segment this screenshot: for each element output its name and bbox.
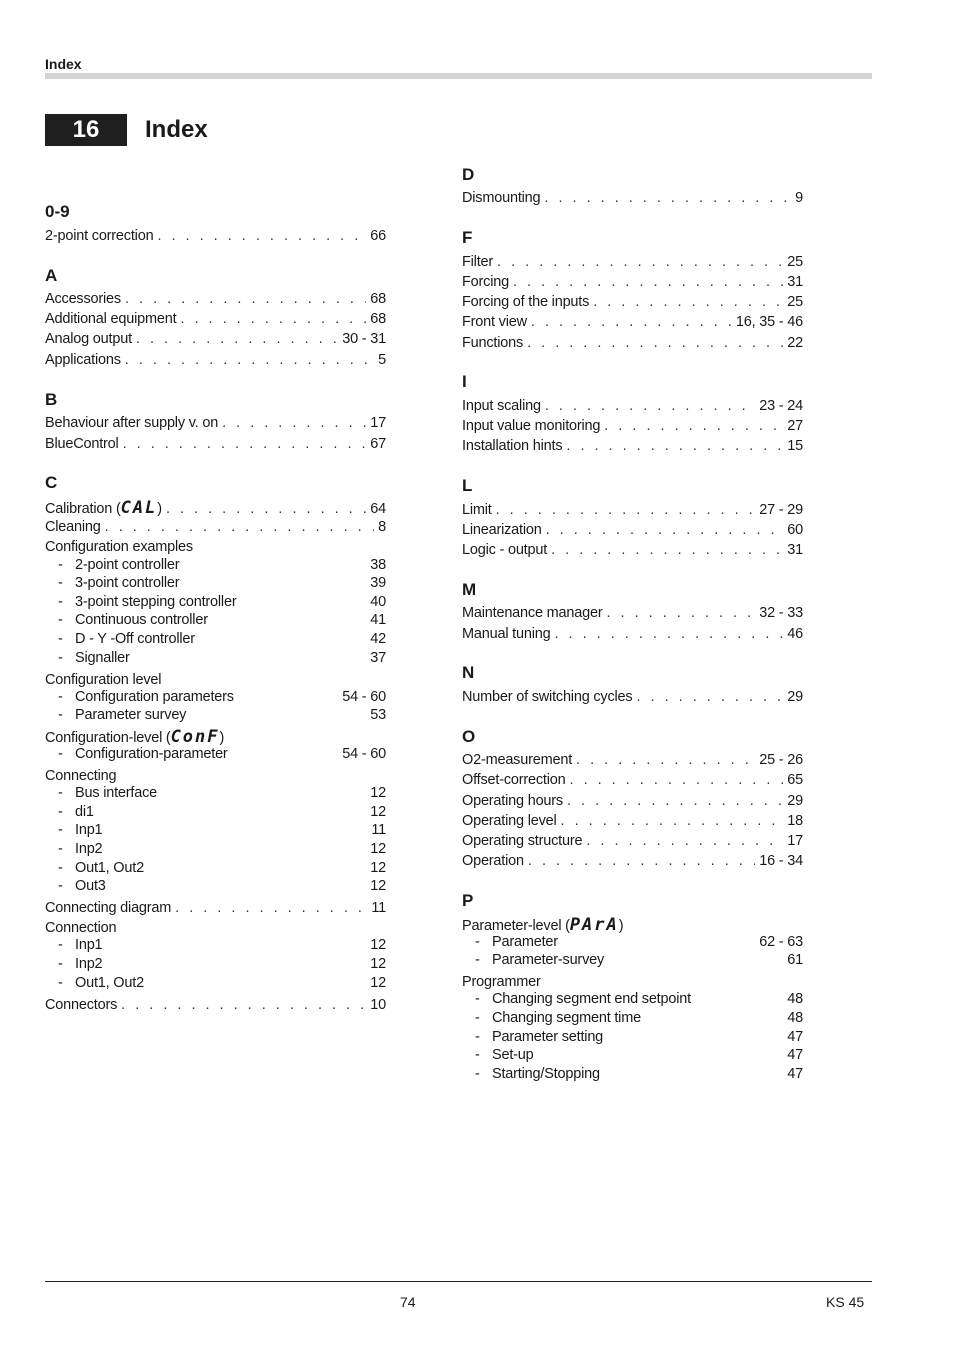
index-subentry: - Changing segment time 48	[475, 1010, 803, 1026]
index-subentry: - Bus interface 12	[58, 785, 386, 801]
section-letter: M	[462, 580, 477, 599]
index-subentry: - Parameter setting 47	[475, 1029, 803, 1045]
index-entry: Connectors . . . 10	[45, 997, 386, 1017]
index-subentry: - di1 12	[58, 804, 386, 820]
index-entry: Offset-correction . . . 65	[462, 772, 803, 792]
section-letter: A	[45, 266, 58, 285]
index-subentry: - Starting/Stopping 47	[475, 1066, 803, 1082]
index-subentry: - 2-point controller 38	[58, 557, 386, 573]
index-subentry: - Out3 12	[58, 878, 386, 894]
index-entry: Accessories . . . 68	[45, 291, 386, 311]
index-entry: Forcing of the inputs . . . 25	[462, 294, 803, 314]
index-entry: Maintenance manager . . . 32 - 33	[462, 605, 803, 625]
lcd-conf-symbol: ConF	[170, 727, 220, 747]
index-entry: O2-measurement . . . 25 - 26	[462, 752, 803, 772]
index-subentry: - Changing segment end setpoint 48	[475, 991, 803, 1007]
header-rule	[45, 73, 872, 79]
index-subentry: - Set-up 47	[475, 1047, 803, 1063]
index-entry: Programmer	[462, 974, 541, 990]
index-subentry: - D - Y -Off controller 42	[58, 631, 386, 647]
index-entry: Operation . . . 16 - 34	[462, 853, 803, 873]
index-subentry: - Continuous controller 41	[58, 612, 386, 628]
section-letter: I	[462, 372, 467, 391]
index-subentry: - Signaller 37	[58, 650, 386, 666]
index-entry: Analog output . . . 30 - 31	[45, 331, 386, 351]
section-letter: L	[462, 476, 473, 495]
index-subentry: - Inp2 12	[58, 956, 386, 972]
section-letter: N	[462, 663, 475, 682]
index-entry: Forcing . . . 31	[462, 274, 803, 294]
section-letter: C	[45, 473, 58, 492]
index-subentry: - Inp1 11	[58, 822, 386, 838]
section-letter: O	[462, 727, 476, 746]
page-number: 74	[400, 1294, 416, 1310]
index-entry: Connecting diagram . . . 11	[45, 900, 386, 920]
section-letter: P	[462, 891, 474, 910]
index-entry: Applications . . . 5	[45, 352, 386, 372]
index-entry: Configuration examples	[45, 539, 193, 555]
index-entry: Input value monitoring . . . 27	[462, 418, 803, 438]
section-letter: B	[45, 390, 58, 409]
index-entry: 2-point correction . . . 66	[45, 228, 386, 248]
index-entry: Additional equipment . . . 68	[45, 311, 386, 331]
section-letter: 0-9	[45, 202, 70, 221]
index-entry: Operating level . . . 18	[462, 813, 803, 833]
index-entry: Functions . . . 22	[462, 335, 803, 355]
index-entry: Installation hints . . . 15	[462, 438, 803, 458]
index-subentry: - Out1, Out2 12	[58, 975, 386, 991]
section-letter: D	[462, 165, 475, 184]
index-entry: Number of switching cycles . . . 29	[462, 689, 803, 709]
index-subentry: - Parameter 62 - 63	[475, 934, 803, 950]
index-entry: Connecting	[45, 768, 117, 784]
index-entry: Input scaling . . . 23 - 24	[462, 398, 803, 418]
index-entry: Front view . . . 16, 35 - 46	[462, 314, 803, 334]
index-subentry: - Out1, Out2 12	[58, 860, 386, 876]
index-subentry: - 3-point controller 39	[58, 575, 386, 591]
lcd-para-symbol: PArA	[569, 915, 619, 935]
index-subentry: - Inp2 12	[58, 841, 386, 857]
index-subentry: - Inp1 12	[58, 937, 386, 953]
index-entry: Calibration (CAL) . . . 64	[45, 498, 386, 518]
chapter-title: Index	[145, 116, 208, 143]
section-letter: F	[462, 228, 473, 247]
index-subentry: - Parameter survey 53	[58, 707, 386, 723]
index-entry: Logic - output . . . 31	[462, 542, 803, 562]
index-entry: BlueControl . . . 67	[45, 436, 386, 456]
index-entry: Manual tuning . . . 46	[462, 626, 803, 646]
chapter-number: 16	[45, 114, 127, 146]
chapter-heading	[45, 114, 208, 146]
index-entry: Behaviour after supply v. on . . . 17	[45, 415, 386, 435]
index-entry: Parameter-level (PArA)	[462, 915, 624, 935]
lcd-cal-symbol: CAL	[120, 498, 158, 518]
index-subentry: - Configuration parameters 54 - 60	[58, 689, 386, 705]
index-entry: Configuration level	[45, 672, 162, 688]
index-subentry: - Configuration-parameter 54 - 60	[58, 746, 386, 762]
index-entry: Connection	[45, 920, 117, 936]
index-entry: Operating structure . . . 17	[462, 833, 803, 853]
index-entry: Dismounting . . . 9	[462, 190, 803, 210]
index-entry: Operating hours . . . 29	[462, 793, 803, 813]
index-entry: Configuration-level (ConF)	[45, 727, 225, 747]
document-id: KS 45	[826, 1294, 865, 1310]
running-title: Index	[45, 56, 82, 72]
index-subentry: - 3-point stepping controller 40	[58, 594, 386, 610]
index-subentry: - Parameter-survey 61	[475, 952, 803, 968]
index-entry: Limit . . . 27 - 29	[462, 502, 803, 522]
index-entry: Filter . . . 25	[462, 254, 803, 274]
footer-rule	[45, 1281, 872, 1282]
index-entry: Linearization . . . 60	[462, 522, 803, 542]
index-entry: Cleaning . . . 8	[45, 519, 386, 539]
